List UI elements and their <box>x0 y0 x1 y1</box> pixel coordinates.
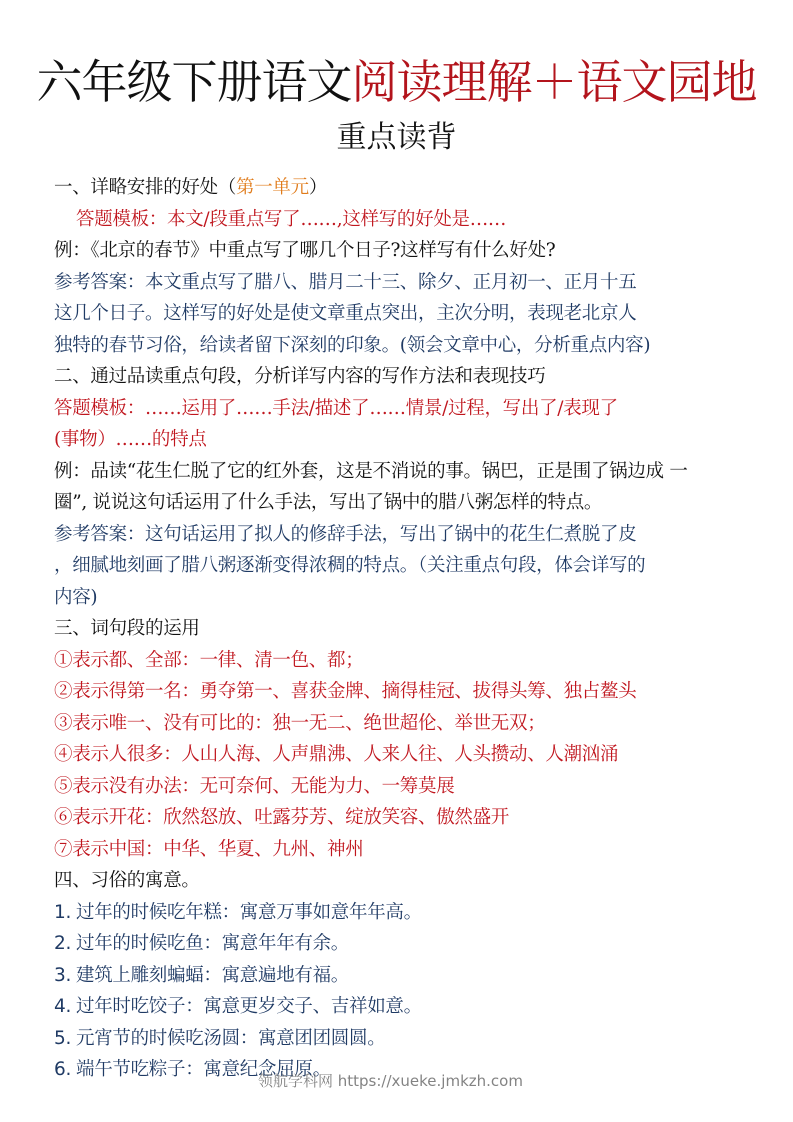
page-subtitle: 重点读背 <box>336 120 457 155</box>
section1-answer-line: 参考答案：本文重点写了腊八、腊月二十三、除夕、正月初一、正月十五 <box>54 271 637 293</box>
title-topic: 阅读理解＋语文园地 <box>351 55 757 109</box>
section2-answer-line: 参考答案：这句话运用了拟人的修辞手法，写出了锅中的花生仁煮脱了皮 <box>54 523 637 545</box>
custom-meaning-item <box>54 1023 759 1055</box>
section2-example-line: 圈”, 说说这句话运用了什么手法，写出了锅中的腊八粥怎样的特点。 <box>54 492 603 513</box>
word-usage-item: ①表示都、全部：一律、清一色、都； <box>54 649 364 671</box>
section3-heading: 三、词句段的运用 <box>54 618 200 639</box>
word-usage-item: ⑥表示开花：欣然怒放、吐露芬芳、绽放笑容、傲然盛开 <box>54 807 510 828</box>
word-usage-item: ④表示人很多：人山人海、人声鼎沸、人来人往、人头攒动、人潮汹涌 <box>54 744 619 765</box>
word-usage-item: ②表示得第一名：勇夺第一、喜获金牌、摘得桂冠、拔得头筹、独占鳌头 <box>54 681 637 702</box>
section2-answer-line: 内容) <box>54 586 98 608</box>
section1-answer-line: 独特的春节习俗，给读者留下深刻的印象。(领会文章中心，分析重点内容) <box>54 334 651 356</box>
word-usage-item: ⑤表示没有办法：无可奈何、无能为力、一筹莫展 <box>54 775 455 797</box>
paren-open: （ <box>217 177 237 198</box>
custom-meaning-item <box>54 991 759 1023</box>
word-usage-item: ③表示唯一、没有可比的：独一无二、绝世超伦、举世无双； <box>54 712 546 734</box>
section2-example-line: 例：品读“花生仁脱了它的红外套，这是不消说的事。锅巴，正是围了锅边成 一 <box>54 460 688 482</box>
item-text: 端午节吃粽子：寓意纪念屈原。 <box>76 1059 331 1080</box>
item-number: 1. <box>54 901 72 923</box>
word-usage-item: ⑦表示中国：中华、华夏、九州、神州 <box>54 838 364 860</box>
item-text: 过年的时候吃年糕：寓意万事如意年年高。 <box>76 901 422 923</box>
section1-answer-line: 这几个日子。这样写的好处是使文章重点突出，主次分明，表现老北京人 <box>54 303 637 324</box>
section1-heading <box>54 172 759 204</box>
unit-tag: 第一单元 <box>236 177 309 198</box>
section2-heading: 二、通过品读重点句段，分析详写内容的写作方法和表现技巧 <box>54 366 546 387</box>
item-number: 6. <box>54 1059 72 1080</box>
item-number: 2. <box>54 933 72 954</box>
section1-example: 例：《北京的春节》中重点写了哪几个日子?这样写有什么好处? <box>54 240 556 261</box>
custom-meaning-item <box>54 897 759 929</box>
watermark: 领航学科网 https://xueke.jmkzh.com <box>258 1072 523 1090</box>
section2-answer-line: ，细腻地刻画了腊八粥逐渐变得浓稠的特点。（关注重点句段，体会详写的 <box>54 555 646 576</box>
page-title <box>0 52 793 112</box>
section1-heading-text: 一、详略安排的好处 <box>54 177 218 198</box>
item-number: 5. <box>54 1027 72 1049</box>
section1-template: 答题模板：本文/段重点写了……,这样写的好处是…… <box>76 208 507 230</box>
custom-meaning-item <box>54 928 759 960</box>
item-number: 3. <box>54 964 72 986</box>
section4-heading: 四、习俗的寓意。 <box>54 870 200 891</box>
document-body <box>54 172 759 1086</box>
item-number: 4. <box>54 996 72 1017</box>
item-text: 元宵节的时候吃汤圆：寓意团团圆圆。 <box>76 1027 386 1049</box>
item-text: 过年的时候吃鱼：寓意年年有余。 <box>76 933 350 954</box>
section2-template-line: (事物）……的特点 <box>54 429 207 450</box>
custom-meaning-item <box>54 960 759 992</box>
title-grade: 六年级下册语文 <box>36 55 352 109</box>
item-text: 建筑上雕刻蝙蝠：寓意遍地有福。 <box>76 964 350 986</box>
section2-template-line: 答题模板：……运用了……手法/描述了……情景/过程，写出了/表现了 <box>54 397 618 419</box>
paren-close: ） <box>308 177 328 198</box>
item-text: 过年时吃饺子：寓意更岁交子、吉祥如意。 <box>76 996 422 1017</box>
